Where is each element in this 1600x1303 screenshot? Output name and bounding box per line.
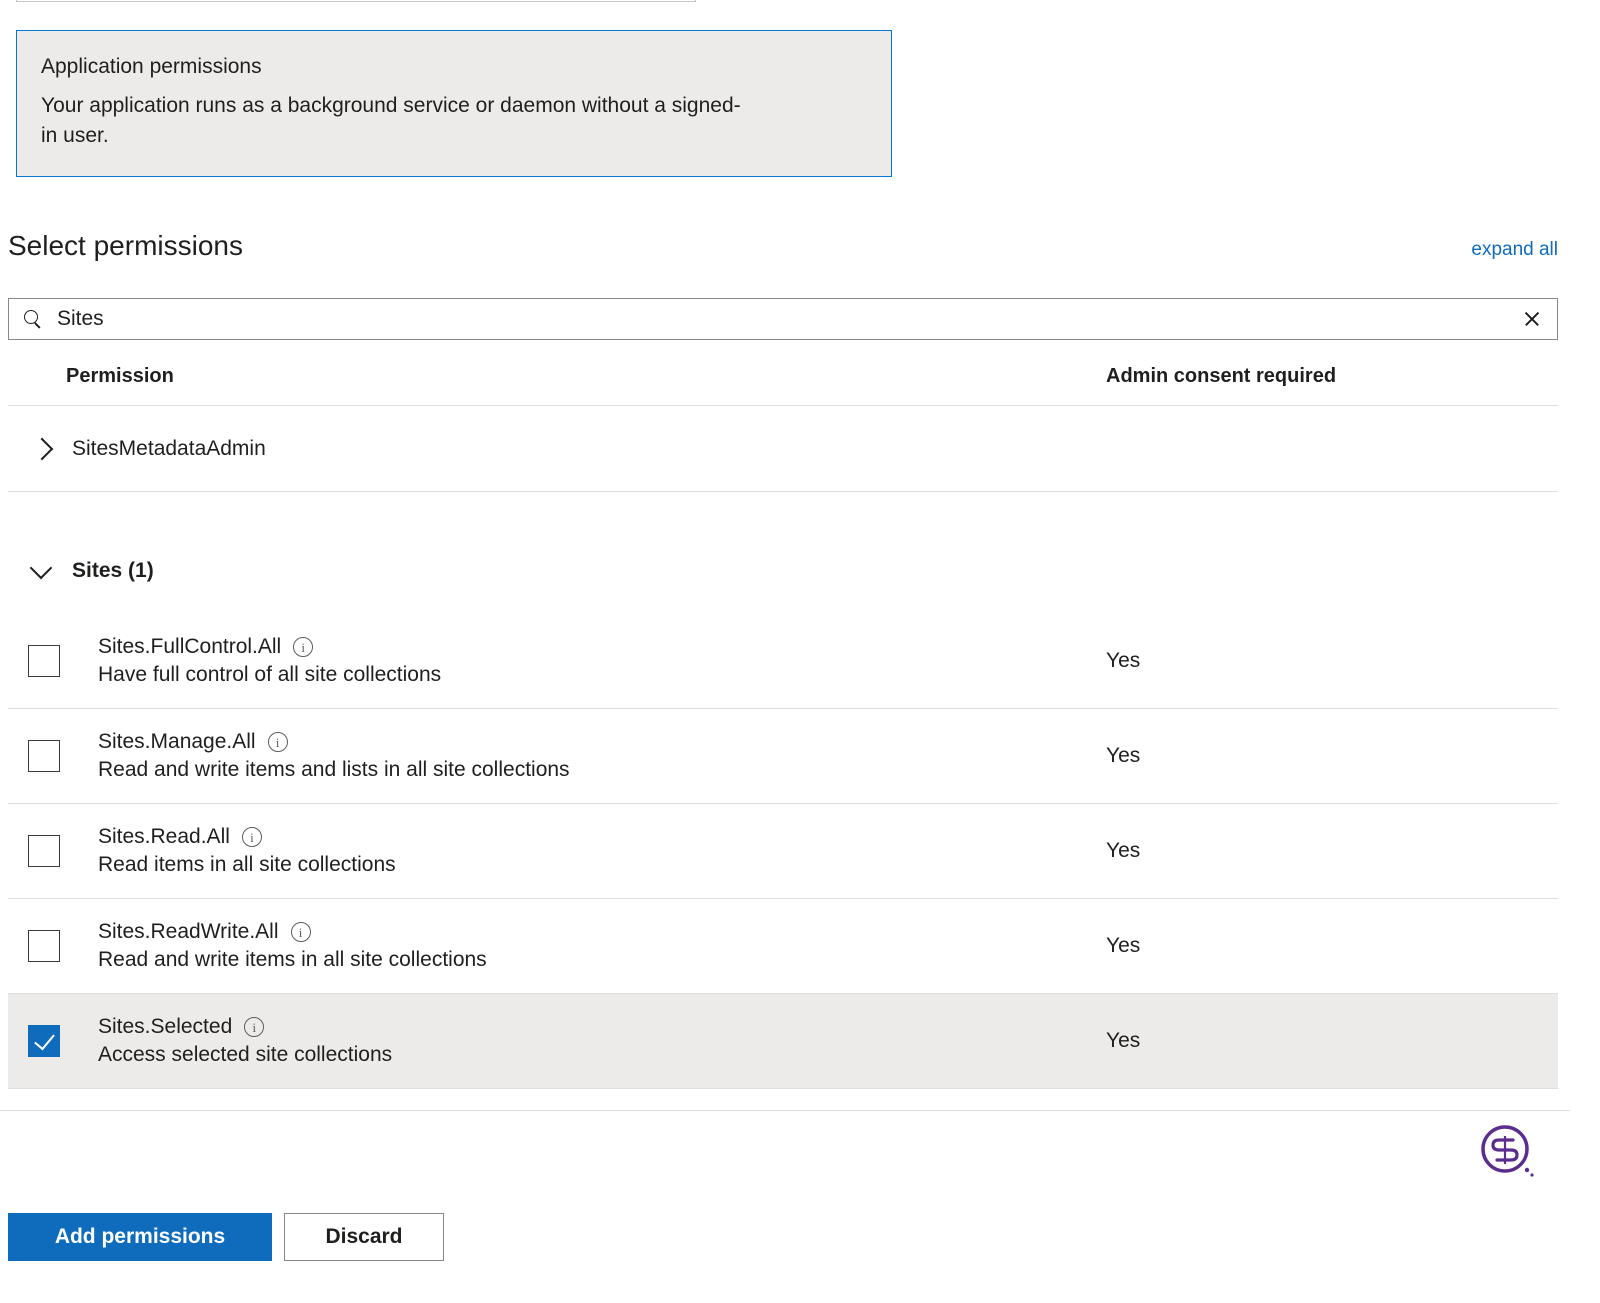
- panel-top-edge: [16, 0, 696, 2]
- permission-name-line: [98, 825, 1558, 849]
- info-icon[interactable]: i: [244, 1017, 264, 1037]
- table-row[interactable]: [8, 899, 1558, 994]
- info-icon[interactable]: i: [242, 827, 262, 847]
- permission-group-sites[interactable]: [8, 528, 1558, 614]
- callout-title: Application permissions: [41, 55, 262, 78]
- admin-consent-value: Yes: [1106, 1029, 1141, 1052]
- admin-consent-value: Yes: [1106, 839, 1141, 862]
- table-row[interactable]: [8, 614, 1558, 709]
- callout-description: Your application runs as a background service or daemon without a signed-in user.: [41, 94, 741, 147]
- permission-checkbox[interactable]: [28, 1025, 60, 1057]
- permission-name-line: [98, 635, 1558, 659]
- table-row[interactable]: [8, 804, 1558, 899]
- permission-search-box[interactable]: [8, 298, 1558, 340]
- permission-name: Sites.Selected: [98, 1015, 233, 1038]
- column-header-admin-consent: Admin consent required: [1106, 365, 1337, 387]
- admin-consent-value: Yes: [1106, 934, 1141, 957]
- permission-text: [98, 920, 1558, 972]
- permission-name-line: [98, 1015, 1558, 1039]
- info-icon[interactable]: i: [268, 732, 288, 752]
- table-header-row: [8, 348, 1558, 406]
- permission-text: [98, 730, 1558, 782]
- column-header-permission: Permission: [66, 365, 174, 387]
- permission-checkbox[interactable]: [28, 930, 60, 962]
- permission-description: Have full control of all site collections: [98, 663, 442, 686]
- group-label: Sites (1): [72, 559, 154, 582]
- table-row[interactable]: [8, 994, 1558, 1089]
- permission-description: Read items in all site collections: [98, 853, 396, 876]
- admin-consent-value: Yes: [1106, 649, 1141, 672]
- footer-divider: [0, 1110, 1570, 1111]
- permission-text: [98, 1015, 1558, 1067]
- permission-description: Read and write items in all site collections: [98, 948, 487, 971]
- footer-actions: [8, 1213, 444, 1261]
- permission-name: Sites.FullControl.All: [98, 635, 282, 658]
- permission-checkbox[interactable]: [28, 740, 60, 772]
- product-logo: [1475, 1120, 1537, 1182]
- application-permissions-callout: [16, 30, 892, 177]
- permission-description: Access selected site collections: [98, 1043, 393, 1066]
- group-label: SitesMetadataAdmin: [72, 436, 266, 460]
- permission-checkbox[interactable]: [28, 835, 60, 867]
- info-icon[interactable]: i: [293, 637, 313, 657]
- expand-all-link[interactable]: expand all: [1471, 239, 1558, 260]
- group-spacer: [8, 492, 1558, 528]
- permission-name: Sites.ReadWrite.All: [98, 920, 279, 943]
- info-icon[interactable]: i: [291, 922, 311, 942]
- permission-name: Sites.Manage.All: [98, 730, 256, 753]
- admin-consent-value: Yes: [1106, 744, 1141, 767]
- select-permissions-header: [8, 228, 1558, 264]
- permission-group-sitesmetadataadmin[interactable]: [8, 406, 1558, 492]
- permission-name-line: [98, 730, 1558, 754]
- table-row[interactable]: [8, 709, 1558, 804]
- permission-name: Sites.Read.All: [98, 825, 230, 848]
- permission-name-line: [98, 920, 1558, 944]
- permission-checkbox[interactable]: [28, 645, 60, 677]
- permission-description: Read and write items and lists in all site collections: [98, 758, 570, 781]
- chevron-right-icon[interactable]: [26, 432, 60, 466]
- page-title: Select permissions: [8, 230, 243, 261]
- chevron-down-icon[interactable]: [26, 554, 60, 588]
- discard-button[interactable]: Discard: [284, 1213, 444, 1261]
- search-icon: [23, 309, 43, 329]
- add-permissions-button[interactable]: Add permissions: [8, 1213, 272, 1261]
- permissions-table: [8, 348, 1558, 1089]
- clear-search-icon[interactable]: [1521, 308, 1543, 330]
- permission-text: [98, 635, 1558, 687]
- search-input[interactable]: [57, 307, 1521, 331]
- permission-text: [98, 825, 1558, 877]
